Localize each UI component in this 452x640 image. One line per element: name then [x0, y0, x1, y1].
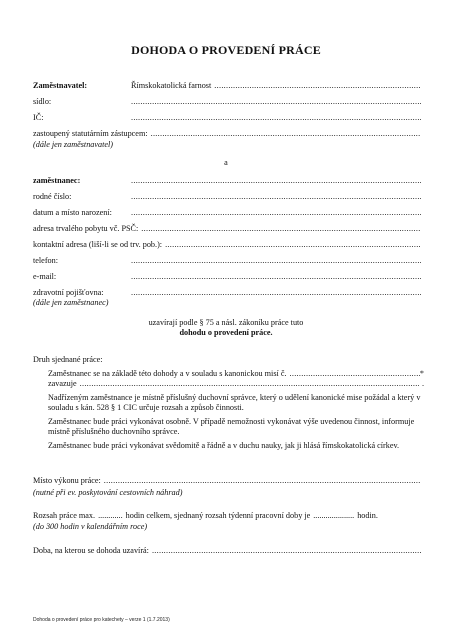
employer-row	[33, 81, 421, 91]
email-field[interactable]	[131, 272, 421, 282]
druh-p2: Nadřízeným zaměstnance je místně příslušný duchovní správce, který o udělení kanonické mise požádal a který v souladu s kán. 528 § 1 CIC určuje rozsah a způsob činnosti.	[48, 393, 421, 412]
telefon-row	[33, 256, 421, 266]
rozsah-note	[33, 522, 421, 532]
druh-p3: Zaměstnanec bude práci vykonávat osobně. V případě nemožnosti vykonávat výše uvedenou činnost, informuje místně příslušného duchovního správce.	[48, 417, 415, 436]
rozsah-c: hodin.	[357, 511, 378, 520]
employer-label: Zaměstnavatel:	[33, 81, 88, 90]
misto-note	[33, 488, 421, 498]
rodne-cislo-row	[33, 192, 421, 202]
telefon-field[interactable]	[131, 256, 421, 266]
doba-label: Doba, na kterou se dohoda uzavírá:	[33, 546, 149, 555]
pojistovna-label: zdravotní pojišťovna:	[33, 288, 104, 297]
datum-label: datum a místo narození:	[33, 208, 112, 217]
rozsah-note-text: (do 300 hodin v kalendářním roce)	[33, 522, 148, 531]
zastoupeny-field[interactable]	[151, 129, 421, 139]
rozsah-weekly-field[interactable]: ....................	[313, 511, 355, 520]
page-footer: Dohoda o provedení práce pro katechety – verze 1 (1.7.2013)	[33, 617, 170, 623]
rozsah-a: Rozsah práce max.	[33, 511, 96, 520]
intro-line1: uzavírají podle § 75 a násl. zákoníku práce tuto	[148, 318, 304, 327]
employee-note-text: (dále jen zaměstnanec)	[33, 298, 109, 307]
rozsah-hours-field[interactable]: ............	[98, 511, 123, 520]
employee-label: zaměstnanec:	[33, 176, 81, 185]
druh-p1c: zavazuje	[48, 379, 77, 388]
connector-a: a	[224, 158, 228, 167]
druh-p1a: Zaměstnanec se na základě této dohody a v souladu s kanonickou misí č.	[48, 369, 287, 378]
employee-row	[33, 176, 421, 186]
misto-label: Místo výkonu práce:	[33, 476, 101, 485]
druh-p1-line2	[48, 379, 424, 389]
sidlo-field[interactable]	[131, 97, 421, 107]
ic-field[interactable]	[131, 113, 421, 123]
zavazuje-field[interactable]	[80, 379, 419, 389]
page-title: DOHODA O PROVEDENÍ PRÁCE	[131, 43, 321, 57]
intro-line2: dohodu o provedení práce.	[179, 328, 273, 337]
zastoupeny-row	[33, 129, 421, 139]
sidlo-row	[33, 97, 421, 107]
employer-note	[33, 140, 421, 150]
misto-row	[33, 476, 421, 486]
kanonicka-mise-field[interactable]	[290, 369, 420, 379]
sidlo-label: sídlo:	[33, 97, 52, 106]
datum-row	[33, 208, 421, 218]
datum-field[interactable]	[131, 208, 421, 218]
adresa-label: adresa trvalého pobytu vč. PSČ:	[33, 224, 139, 233]
telefon-label: telefon:	[33, 256, 59, 265]
adresa-field[interactable]	[141, 224, 421, 234]
druh-p1-asterisk: *	[419, 369, 424, 378]
rozsah-row	[33, 511, 421, 521]
misto-note-text: (nutné při ev. poskytování cestovních náhrad)	[33, 488, 183, 497]
druh-label-row	[33, 355, 421, 365]
druh-p4: Zaměstnanec bude práci vykonávat svědomitě a řádně a v duchu nauky, jak ji hlásá římskokatolická církev.	[48, 441, 400, 450]
druh-label: Druh sjednané práce:	[33, 355, 103, 364]
employer-dots	[214, 81, 421, 91]
kontaktni-row	[33, 240, 421, 250]
doba-row	[33, 546, 421, 556]
druh-p1-line1	[48, 369, 424, 379]
employee-field[interactable]	[131, 176, 421, 186]
pojistovna-row	[33, 288, 421, 298]
rozsah-b: hodin celkem, sjednaný rozsah týdenní pracovní doby je	[125, 511, 311, 520]
ic-label: IČ:	[33, 113, 44, 122]
email-label: e-mail:	[33, 272, 57, 281]
employee-note	[33, 298, 421, 308]
kontaktni-field[interactable]	[165, 240, 421, 250]
druh-p1-end: .	[421, 379, 424, 388]
kontaktni-label: kontaktní adresa (liší-li se od trv. pob.):	[33, 240, 163, 249]
adresa-row	[33, 224, 421, 234]
doba-field[interactable]	[152, 546, 421, 556]
rodne-cislo-label: rodné číslo:	[33, 192, 72, 201]
employer-note-text: (dále jen zaměstnavatel)	[33, 140, 114, 149]
employer-value: Římskokatolická farnost	[131, 81, 212, 90]
misto-field[interactable]	[104, 476, 421, 486]
pojistovna-field[interactable]	[131, 288, 421, 298]
email-row	[33, 272, 421, 282]
zastoupeny-label: zastoupený statutárním zástupcem:	[33, 129, 148, 138]
ic-row	[33, 113, 421, 123]
rodne-cislo-field[interactable]	[131, 192, 421, 202]
